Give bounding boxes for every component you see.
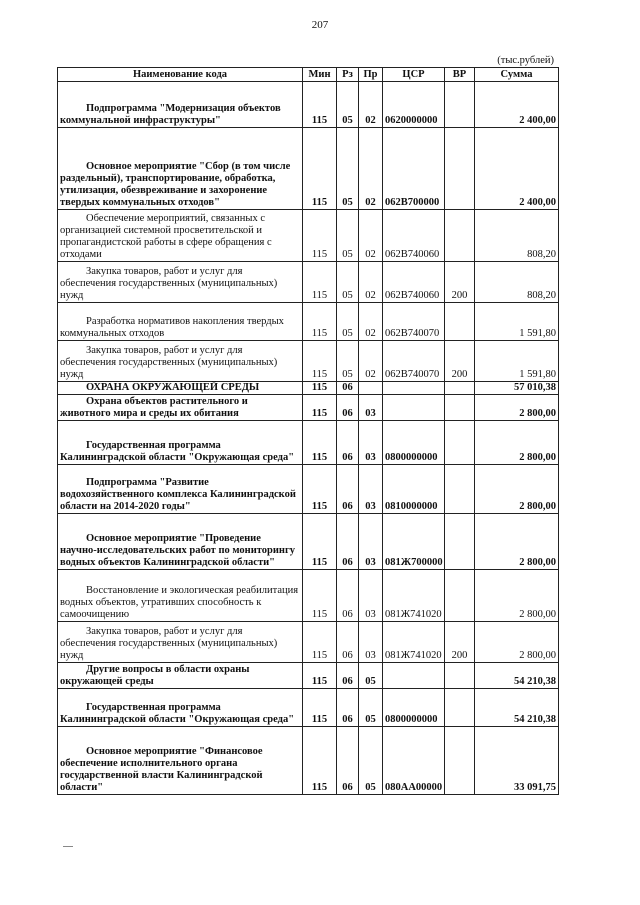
scan-mark xyxy=(63,846,73,847)
row-csr: 081Ж741020 xyxy=(383,622,445,663)
row-rz: 05 xyxy=(337,262,359,303)
row-name: Основное мероприятие "Финансовое обеспечение исполнительного органа государственной власти Калининградской области" xyxy=(60,746,263,793)
header-sum: Сумма xyxy=(475,68,559,82)
row-pr: 02 xyxy=(359,82,383,128)
row-name: ОХРАНА ОКРУЖАЮЩЕЙ СРЕДЫ xyxy=(86,382,260,393)
table-row xyxy=(58,262,559,303)
row-rz: 06 xyxy=(337,570,359,622)
row-min: 115 xyxy=(303,303,337,341)
row-rz: 06 xyxy=(337,514,359,570)
row-pr: 05 xyxy=(359,689,383,727)
row-sum: 2 400,00 xyxy=(475,82,559,128)
header-min: Мин xyxy=(303,68,337,82)
row-min: 115 xyxy=(303,514,337,570)
row-name: Обеспечение мероприятий, связанных с организацией системной просветительской и пропагандистской работы в сфере обращения с отходами xyxy=(60,213,272,260)
row-rz: 06 xyxy=(337,421,359,465)
row-min: 115 xyxy=(303,128,337,210)
unit-label: (тыс.рублей) xyxy=(497,55,554,66)
row-sum: 2 800,00 xyxy=(475,570,559,622)
table-row xyxy=(58,303,559,341)
row-name-cell xyxy=(58,382,303,395)
header-name: Наименование кода xyxy=(58,68,303,82)
row-pr: 03 xyxy=(359,514,383,570)
row-pr: 02 xyxy=(359,341,383,382)
row-sum: 2 800,00 xyxy=(475,395,559,421)
row-sum: 2 400,00 xyxy=(475,128,559,210)
row-vr: 200 xyxy=(445,262,475,303)
row-pr: 05 xyxy=(359,727,383,795)
row-name: Закупка товаров, работ и услуг для обеспечения государственных (муниципальных) нужд xyxy=(60,345,278,380)
row-min: 115 xyxy=(303,663,337,689)
row-csr: 062В700000 xyxy=(383,128,445,210)
row-csr: 0810000000 xyxy=(383,465,445,514)
row-name-cell xyxy=(58,303,303,341)
table-row xyxy=(58,382,559,395)
row-sum: 33 091,75 xyxy=(475,727,559,795)
row-name-cell xyxy=(58,622,303,663)
row-min: 115 xyxy=(303,689,337,727)
row-sum: 808,20 xyxy=(475,262,559,303)
row-name: Основное мероприятие "Сбор (в том числе раздельный), транспортирование, обработка, утилизация, обезвреживание и захоронение твердых коммунальных отходов" xyxy=(60,161,291,208)
table-row xyxy=(58,421,559,465)
row-name: Восстановление и экологическая реабилитация водных объектов, утративших способность к самоочищению xyxy=(60,585,299,620)
row-csr: 062В740060 xyxy=(383,210,445,262)
row-sum: 2 800,00 xyxy=(475,465,559,514)
row-name-cell xyxy=(58,514,303,570)
row-pr: 02 xyxy=(359,128,383,210)
row-name-cell xyxy=(58,689,303,727)
row-min: 115 xyxy=(303,341,337,382)
row-pr: 02 xyxy=(359,210,383,262)
row-name-cell xyxy=(58,341,303,382)
row-rz: 05 xyxy=(337,341,359,382)
row-name-cell xyxy=(58,210,303,262)
row-csr: 0800000000 xyxy=(383,421,445,465)
row-csr: 0620000000 xyxy=(383,82,445,128)
row-rz: 06 xyxy=(337,382,359,395)
row-rz: 05 xyxy=(337,128,359,210)
row-name: Государственная программа Калининградской области "Окружающая среда" xyxy=(60,440,295,463)
row-name: Государственная программа Калининградской области "Окружающая среда" xyxy=(60,702,295,725)
row-vr xyxy=(445,570,475,622)
row-vr xyxy=(445,382,475,395)
row-pr xyxy=(359,382,383,395)
row-min: 115 xyxy=(303,210,337,262)
row-rz: 06 xyxy=(337,622,359,663)
row-vr xyxy=(445,210,475,262)
row-vr: 200 xyxy=(445,622,475,663)
table-row xyxy=(58,727,559,795)
row-rz: 06 xyxy=(337,465,359,514)
row-pr: 03 xyxy=(359,622,383,663)
row-min: 115 xyxy=(303,727,337,795)
row-csr: 062В740060 xyxy=(383,262,445,303)
table-row xyxy=(58,465,559,514)
row-vr xyxy=(445,465,475,514)
row-vr xyxy=(445,421,475,465)
table-row xyxy=(58,210,559,262)
row-rz: 05 xyxy=(337,82,359,128)
row-vr: 200 xyxy=(445,341,475,382)
header-vr: ВР xyxy=(445,68,475,82)
row-name-cell xyxy=(58,421,303,465)
row-rz: 06 xyxy=(337,663,359,689)
page-number: 207 xyxy=(311,19,329,31)
row-name: Закупка товаров, работ и услуг для обеспечения государственных (муниципальных) нужд xyxy=(60,266,278,301)
row-name: Другие вопросы в области охраны окружающей среды xyxy=(60,664,250,687)
row-csr: 080АА00000 xyxy=(383,727,445,795)
row-name-cell xyxy=(58,570,303,622)
row-vr xyxy=(445,82,475,128)
row-name-cell xyxy=(58,727,303,795)
table-row xyxy=(58,341,559,382)
table-row xyxy=(58,128,559,210)
row-name: Подпрограмма "Развитие водохозяйственного комплекса Калининградской области на 2014-2020 годы" xyxy=(60,477,296,512)
row-pr: 03 xyxy=(359,395,383,421)
row-pr: 03 xyxy=(359,465,383,514)
row-sum: 808,20 xyxy=(475,210,559,262)
row-name: Подпрограмма "Модернизация объектов коммунальной инфраструктуры" xyxy=(60,103,281,126)
row-min: 115 xyxy=(303,395,337,421)
row-min: 115 xyxy=(303,382,337,395)
table-row xyxy=(58,663,559,689)
row-name-cell xyxy=(58,128,303,210)
row-sum: 2 800,00 xyxy=(475,514,559,570)
row-name-cell xyxy=(58,82,303,128)
row-min: 115 xyxy=(303,622,337,663)
row-pr: 05 xyxy=(359,663,383,689)
row-sum: 2 800,00 xyxy=(475,421,559,465)
row-min: 115 xyxy=(303,262,337,303)
row-vr xyxy=(445,514,475,570)
row-csr: 081Ж741020 xyxy=(383,570,445,622)
header-row xyxy=(58,68,559,82)
row-csr xyxy=(383,382,445,395)
row-csr: 0800000000 xyxy=(383,689,445,727)
row-sum: 57 010,38 xyxy=(475,382,559,395)
row-rz: 05 xyxy=(337,210,359,262)
row-vr xyxy=(445,303,475,341)
row-rz: 06 xyxy=(337,727,359,795)
table-row xyxy=(58,622,559,663)
row-csr: 081Ж700000 xyxy=(383,514,445,570)
row-name-cell xyxy=(58,395,303,421)
row-pr: 02 xyxy=(359,303,383,341)
row-name: Закупка товаров, работ и услуг для обеспечения государственных (муниципальных) нужд xyxy=(60,626,278,661)
row-csr xyxy=(383,663,445,689)
row-name-cell xyxy=(58,663,303,689)
row-rz: 05 xyxy=(337,303,359,341)
header-csr: ЦСР xyxy=(383,68,445,82)
table-row xyxy=(58,514,559,570)
row-sum: 2 800,00 xyxy=(475,622,559,663)
row-pr: 03 xyxy=(359,421,383,465)
table-row xyxy=(58,689,559,727)
row-name: Охрана объектов растительного и животного мира и среды их обитания xyxy=(60,396,248,419)
row-sum: 54 210,38 xyxy=(475,689,559,727)
header-rz: Рз xyxy=(337,68,359,82)
row-rz: 06 xyxy=(337,689,359,727)
row-csr: 062В740070 xyxy=(383,303,445,341)
row-csr xyxy=(383,395,445,421)
row-rz: 06 xyxy=(337,395,359,421)
row-vr xyxy=(445,128,475,210)
row-csr: 062В740070 xyxy=(383,341,445,382)
row-name: Основное мероприятие "Проведение научно-исследовательских работ по мониторингу водных объектов Калининградской области" xyxy=(60,533,295,568)
table-row xyxy=(58,570,559,622)
header-pr: Пр xyxy=(359,68,383,82)
row-vr xyxy=(445,727,475,795)
table-row xyxy=(58,82,559,128)
budget-table xyxy=(57,67,559,795)
row-min: 115 xyxy=(303,465,337,514)
row-min: 115 xyxy=(303,421,337,465)
row-pr: 03 xyxy=(359,570,383,622)
row-vr xyxy=(445,663,475,689)
table-row xyxy=(58,395,559,421)
row-pr: 02 xyxy=(359,262,383,303)
row-sum: 1 591,80 xyxy=(475,303,559,341)
row-min: 115 xyxy=(303,82,337,128)
row-name: Разработка нормативов накопления твердых коммунальных отходов xyxy=(60,316,284,339)
row-sum: 54 210,38 xyxy=(475,663,559,689)
row-name-cell xyxy=(58,465,303,514)
row-name-cell xyxy=(58,262,303,303)
row-vr xyxy=(445,689,475,727)
row-min: 115 xyxy=(303,570,337,622)
row-sum: 1 591,80 xyxy=(475,341,559,382)
row-vr xyxy=(445,395,475,421)
